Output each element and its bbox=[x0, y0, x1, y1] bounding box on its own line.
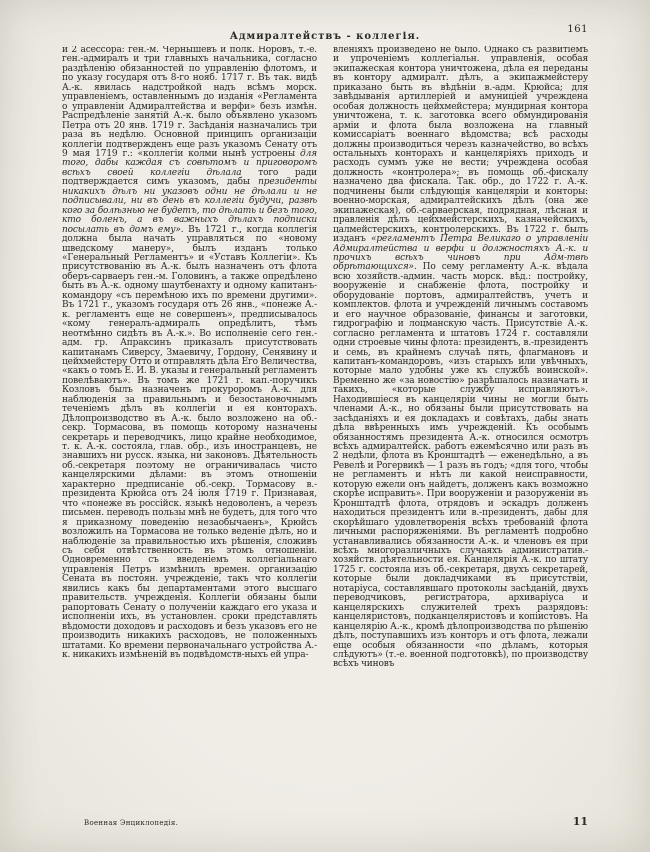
column-right: вленіяхъ произведено не было. Однако съ развитіемъ и упроченіемъ коллегіальн. управленія, особая экипажеская контора уничтожена, дѣла ея переданы въ контору адмиралт. дѣлъ, а экипажмейстеру приказано быть въ вѣдѣніи в.-адм. Крюйса; для завѣдыванія артиллеріей и амуниціей учреждена особая должность цейхмейстера; мундирная контора уничтожена, т. к. заготовка всего обмундированія арміи и флота была возложена на главный комиссаріатъ военнаго вѣдомства; всѣ расходы должны производиться черезъ казначейство, во всѣхъ остальныхъ конторахъ и канцеляріяхъ приходъ и расходъ суммъ уже не вести; учреждена особая должность «контролера»; въ помощь об.-фискалу назначено два фискала. Так. обр., до 1722 г. А.-к. подчинены были слѣдующія канцеляріи и конторы: военно-морская, адмиралтейскихъ дѣлъ (она же экипажеская), об.-сарваерская, подрядная, лѣсная и правленія дѣлъ цейхмейстерскихъ, казначейскихъ, цалмейстерскихъ, контролерскихъ. Въ 1722 г. былъ изданъ «регламентъ Петра Великаго о управленіи Адмиралтейства и верфи и должностяхъ А.-к. и прочихъ всѣхъ чиновъ при Адм-твѣ обрѣтающихся». По сему регламенту А.-к. вѣдала всю хозяйств.-админ. часть морск. вѣд.: постройку, вооруженіе и снабженіе флота, постройку и оборудованіе портовъ, адмиралтействъ, учетъ и комплектов. флота и учрежденій личнымъ составомъ и его научное образованіе, финансы и заготовки, гидрографію и лоцманскую часть. Присутствіе А.-к. согласно регламента и штатовъ 1724 г. составляли одни строевые чины флота: президентъ, в.-президентъ и семь, въ крайнемъ случаѣ пять, флагмановъ и капитанъ-командоровъ, «изъ старыхъ или увѣчныхъ, которые мало удобны уже къ службѣ воинской». Временно же «за новостію» разрѣшалось назначать и такихъ, «которые службу исправляютъ». Находившіеся въ канцеляріи чины не могли быть членами А.-к., но обязаны были присутствовать на засѣданіяхъ и ея докладахъ и совѣтахъ, дабы знать дѣла ввѣренныхъ имъ учрежденій. Къ особымъ обязанностямъ президента А.-к. относился осмотръ всѣхъ адмиралтейск. работъ ежемѣсячно или разъ въ 2 недѣли, флота въ Кронштадтѣ — еженедѣльно, а въ Ревелѣ и Рогервикѣ — 1 разъ въ годъ; «для того, чтобы не регламентъ и нѣтъ ли какой неисправности, которую ежели онъ найдетъ, долженъ какъ возможно скорѣе исправить». При вооруженіи и разоруженіи въ Кронштадтѣ флота, отрядовъ и эскадръ долженъ находиться президентъ или в.-президентъ, дабы для скорѣйшаго удовлетворенія всѣхъ требованій флота личными распоряженіями. Въ регламентѣ подробно устанавливались обязанности А.-к. и членовъ ея при всѣхъ многоразличныхъ случаяхъ административ.-хозяйств. дѣятельности ея. Канцелярія А.-к. по штату 1725 г. состояла изъ об.-секретаря, двухъ секретарей, которые были докладчиками въ присутствіи, нотаріуса, составлявшаго протоколы засѣданій, двухъ переводчиковъ, регистратора, архиваріуса и канцелярскихъ служителей трехъ разрядовъ: канцеляристовъ, подканцеляристовъ и копіистовъ. На канцелярію А.-к., кромѣ дѣлопроизводства по рѣшенію дѣлъ, поступавшихъ изъ конторъ и отъ флота, лежали еще особыя обязанности «по дѣламъ, которыя слѣдуютъ» (т.-е. военной подготовкѣ), по производству всѣхъ чиновъ bbox=[333, 46, 588, 670]
column-left: и 2 асессора: ген.-м. Чернышевъ и полк. Норовъ, т.-е. ген.-адмиралъ и три главныхъ начальника, согласно раздѣленію обязанностей по управленію флотомъ, и по указу государя отъ 8-го нояб. 1717 г. Въ так. видѣ А.-к. явилась надстройкой надъ всѣмъ морск. управленіемъ, оставленнымъ до изданія «Регламента о управленіи Адмиралтейства и верфи» безъ измѣн. Распредѣленіе занятій А.-к. было объявлено указомъ Петра отъ 20 янв. 1719 г. Засѣданія назначались три раза въ недѣлю. Основной принципъ организаціи коллегіи подтвержденъ еще разъ указомъ Сенату отъ 9 мая 1719 г.: «коллегіи колми нынѣ устроены для того, дабы каждая съ совѣтомъ и приговоромъ всѣхъ своей коллегіи дѣлала того ради подтверждается симъ указомъ, дабы президенты никакихъ дѣлъ ни указовъ одни не дѣлали и не подписывали, ни въ день въ коллегіи будучи, развѣ кого за болѣзнью не будетъ, то дѣлать и безъ того, кто боленъ, а въ важныхъ дѣлахъ подписки посылать въ домъ ему». Въ 1721 г., когда коллегія должна была начать управляться по «новому шведскому манеру», былъ изданъ только «Генеральный Регламентъ» и «Уставъ Коллегіи». Къ присутствованію въ А.-к. былъ назначенъ отъ флота оберъ-сарваеръ ген.-м. Головинъ, а также опредѣлено быть въ А.-к. одному шаутбенахту и одному капитанъ-командору «съ перемѣною ихъ по времени другими». Въ 1721 г., указомъ государя отъ 26 янв., «понеже А.-к. регламентъ еще не совершенъ», предписывалось «кому генералъ-адмиралъ опредѣлитъ, тѣмъ неотмѣнно сидѣть въ А.-к.». Во исполненіе сего ген.-адм. гр. Апраксинъ приказалъ присутствовать капитанамъ Сиверсу, Змаевичу, Гордону, Сенявину и цейхмейстеру Отто и отправлять дѣла Его Величества, «какъ о томъ Е. И. В. указы и генеральный регламентъ повелѣваютъ». Въ томъ же 1721 г. кап.-поручикъ Козловъ былъ назначенъ прокуроромъ А.-к. для наблюденія за правильнымъ и безостановочнымъ теченіемъ дѣлъ въ коллегіи и ея конторахъ. Дѣлопроизводство въ А.-к. было возложено на об.-секр. Тормасова, въ помощь которому назначены секретарь и переводчикъ, лицо крайне необходимое, т. к. А.-к. состояла, глав. обр., изъ иностранцевъ, не знавшихъ ни русск. языка, ни законовъ. Дѣятельность об.-секретаря поэтому не ограничивалась чисто канцелярскими дѣлами: въ этомъ отношеніи характерно предписаніе об.-секр. Тормасову в.-президента Крюйса отъ 24 іюля 1719 г. Признавая, что «понеже въ россійск. языкѣ недоволенъ, а черезъ письмен. переводъ пользы мнѣ не будетъ, для того что я приказному поведенію незаобычаенъ», Крюйсъ возложилъ на Тормасова не только веденіе дѣлъ, но и наблюденіе за правильностью ихъ рѣшенія, сложивъ съ себя отвѣтственность въ этомъ отношеніи. Одновременно съ введеніемъ коллегіальнаго управленія Петръ измѣнилъ времен. организацію Сената въ постоян. учрежденіе, такъ что коллегіи явились какъ бы департаментами этого высшаго правительств. учрежденія. Коллегіи обязаны были рапортовать Сенату о полученіи каждаго его указа и исполненіи ихъ, въ установлен. сроки представлять вѣдомости доходовъ и расходовъ и безъ указовъ его не производить никакихъ расходовъ, не положенныхъ штатами. Ко времени первоначальнаго устройства А.-к. никакихъ измѣненій въ подвѣдомств-ныхъ ей упра- bbox=[62, 46, 317, 660]
text-block bbox=[62, 46, 588, 812]
page-number: 161 bbox=[567, 24, 588, 35]
page-footer bbox=[62, 815, 588, 828]
running-title: Адмиралтействъ - коллегія. bbox=[229, 31, 421, 42]
imprint: Военная Энциклопедія. bbox=[84, 819, 179, 827]
page-header bbox=[62, 24, 588, 42]
sheet-number: 11 bbox=[572, 815, 588, 828]
